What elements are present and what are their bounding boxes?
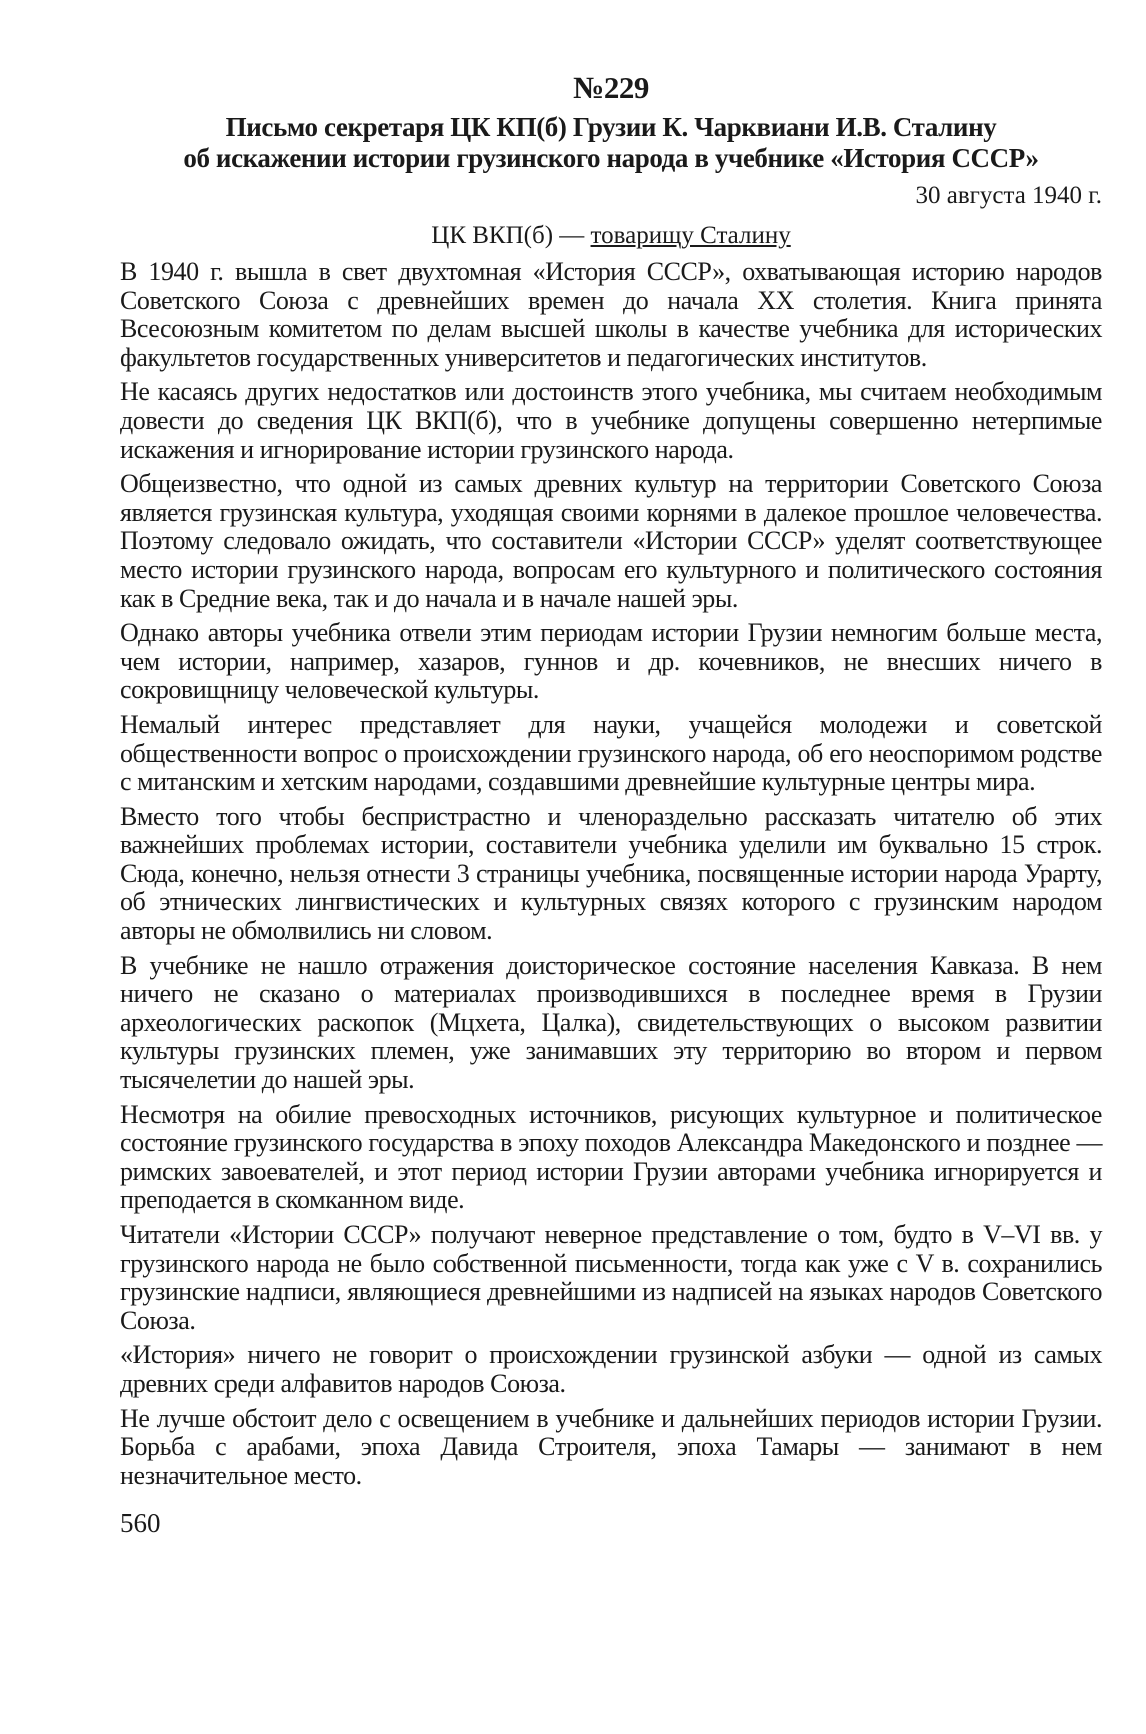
paragraph: Общеизвестно, что одной из самых древних культур на территории Советского Союза является грузинская культура, уходящая своими корнями в далекое прошлое человечества. Поэтому следовало ожидать, что составители «Истории СССР» уделят соответствующее место истории грузинского народа, вопросам его культурного и политического состояния как в Средние века, так и до начала и в начале нашей эры. <box>120 469 1102 613</box>
paragraph: «История» ничего не говорит о происхождении грузинской азбуки — одной из самых древних среди алфавитов народов Союза. <box>120 1340 1102 1398</box>
paragraph: В учебнике не нашло отражения доисторическое состояние населения Кавказа. В нем ничего не сказано о материалах производившихся в последнее время в Грузии археологических раскопок (Мцхета, Цалка), свидетельствующих о высоком развитии культуры грузинских племен, уже занимавших эту территорию во втором и первом тысячелетии до нашей эры. <box>120 950 1102 1095</box>
paragraph: Читатели «Истории СССР» получают неверное представление о том, будто в V–VI вв. у грузинского народа не было собственной письменности, тогда как уже с V в. сохранились грузинские надписи, являющиеся древнейшими из надписей на языках народов Советского Союза. <box>120 1220 1102 1335</box>
addressee-name: товарищу Сталину <box>590 222 791 249</box>
document-number: №229 <box>573 70 649 105</box>
paragraph: В 1940 г. вышла в свет двухтомная «История СССР», охватывающая историю народов Советского Союза с древнейших времен до начала XX столетия. Книга принята Всесоюзным комитетом по делам высшей школы в качестве учебника для исторических факультетов государственных университетов и педагогических институтов. <box>120 257 1102 372</box>
title-line-2: об искажении истории грузинского народа в учебнике «История СССР» <box>183 143 1039 173</box>
paragraph: Однако авторы учебника отвели этим периодам истории Грузии немногим больше места, чем истории, например, хазаров, гуннов и др. кочевников, не внесших ничего в сокровищницу человеческой культуры. <box>120 618 1102 705</box>
page-number: 560 <box>120 1508 161 1539</box>
addressee-prefix: ЦК ВКП(б) — <box>431 222 591 249</box>
paragraph: Не лучше обстоит дело с освещением в учебнике и дальнейших периодов истории Грузии. Борьба с арабами, эпоха Давида Строителя, эпоха Тамары — занимают в нем незначительное место. <box>120 1403 1102 1490</box>
document-title <box>120 112 1102 174</box>
document-date: 30 августа 1940 г. <box>915 182 1102 209</box>
addressee <box>120 222 1102 250</box>
paragraph: Несмотря на обилие превосходных источников, рисующих культурное и политическое состояние грузинского государства в эпоху походов Александра Македонского и позднее — римских завоевателей, и этот период истории Грузии авторами учебника игнорируется и преподается в скомканном виде. <box>120 1099 1102 1215</box>
document-page <box>120 0 1102 1559</box>
paragraph: Не касаясь других недостатков или достоинств этого учебника, мы считаем необходимым довести до сведения ЦК ВКП(б), что в учебнике допущены совершенно нетерпимые искажения и игнорирование истории грузинского народа. <box>120 377 1102 464</box>
paragraph: Немалый интерес представляет для науки, учащейся молодежи и советской общественности вопрос о происхождении грузинского народа, об его неоспоримом родстве с митанским и хетским народами, создавшими древнейшие культурные центры мира. <box>120 709 1102 797</box>
title-line-1: Письмо секретаря ЦК КП(б) Грузии К. Чарквиани И.В. Сталину <box>225 112 997 142</box>
letter-body <box>120 258 1102 1490</box>
paragraph: Вместо того чтобы беспристрастно и членораздельно рассказать читателю об этих важнейших проблемах истории, составители учебника уделили им буквально 15 строк. Сюда, конечно, нельзя отнести 3 страницы учебника, посвященные истории народа Урарту, об этнических лингвистических и культурных связях которого с грузинским народом авторы не обмолвились ни словом. <box>120 801 1102 946</box>
